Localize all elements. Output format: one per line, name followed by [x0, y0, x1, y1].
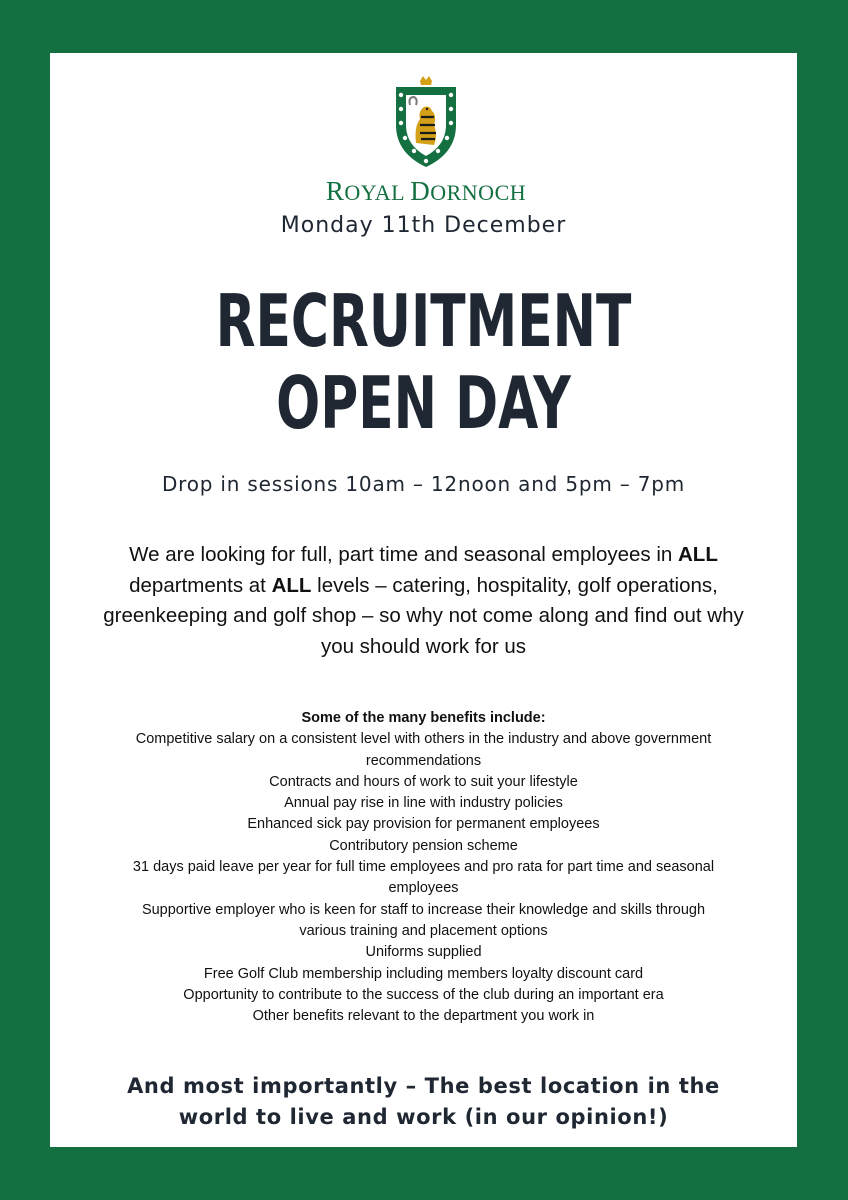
headline-line-2: OPEN DAY — [276, 361, 571, 445]
flyer-card — [50, 53, 797, 1147]
list-item: Opportunity to contribute to the success of the club during an important era — [183, 986, 664, 1003]
list-item: Annual pay rise in line with industry policies — [284, 795, 563, 812]
benefits-heading: Some of the many benefits include: — [301, 710, 546, 726]
crest-shield-icon — [390, 75, 462, 171]
list-item: Contributory pension scheme — [329, 837, 518, 854]
brand-wordmark: ROYAL DORNOCH — [325, 176, 527, 206]
list-item: Supportive employer who is keen for staff to increase their knowledge and skills through various training and placement options — [141, 901, 706, 939]
intro-paragraph: We are looking for full, part time and seasonal employees in ALL departments at ALL levels – catering, hospitality, golf operations, greenkeeping and golf shop – so why not come along and find out why you should work for us — [103, 543, 744, 658]
list-item: Free Golf Club membership including members loyalty discount card — [203, 965, 644, 982]
list-item: Contracts and hours of work to suit your lifestyle — [269, 773, 578, 790]
list-item: Other benefits relevant to the department you work in — [252, 1008, 595, 1025]
closing-statement: And most importantly – The best location in the world to live and work (in our opinion!) — [127, 1074, 720, 1129]
list-item: Enhanced sick pay provision for permanent employees — [247, 816, 600, 833]
royal-dornoch-logo — [315, 75, 537, 206]
session-times: Drop in sessions 10am – 12noon and 5pm – 7pm — [161, 472, 686, 496]
list-item: 31 days paid leave per year for full time employees and pro rata for part time and seasonal employees — [132, 859, 715, 897]
headline-line-1: RECRUITMENT — [215, 279, 632, 363]
event-date: Monday 11th December — [280, 213, 567, 238]
list-item: Competitive salary on a consistent level with others in the industry and above government recommendations — [135, 731, 712, 769]
benefits-list — [130, 708, 717, 1027]
list-item: Uniforms supplied — [365, 944, 482, 961]
